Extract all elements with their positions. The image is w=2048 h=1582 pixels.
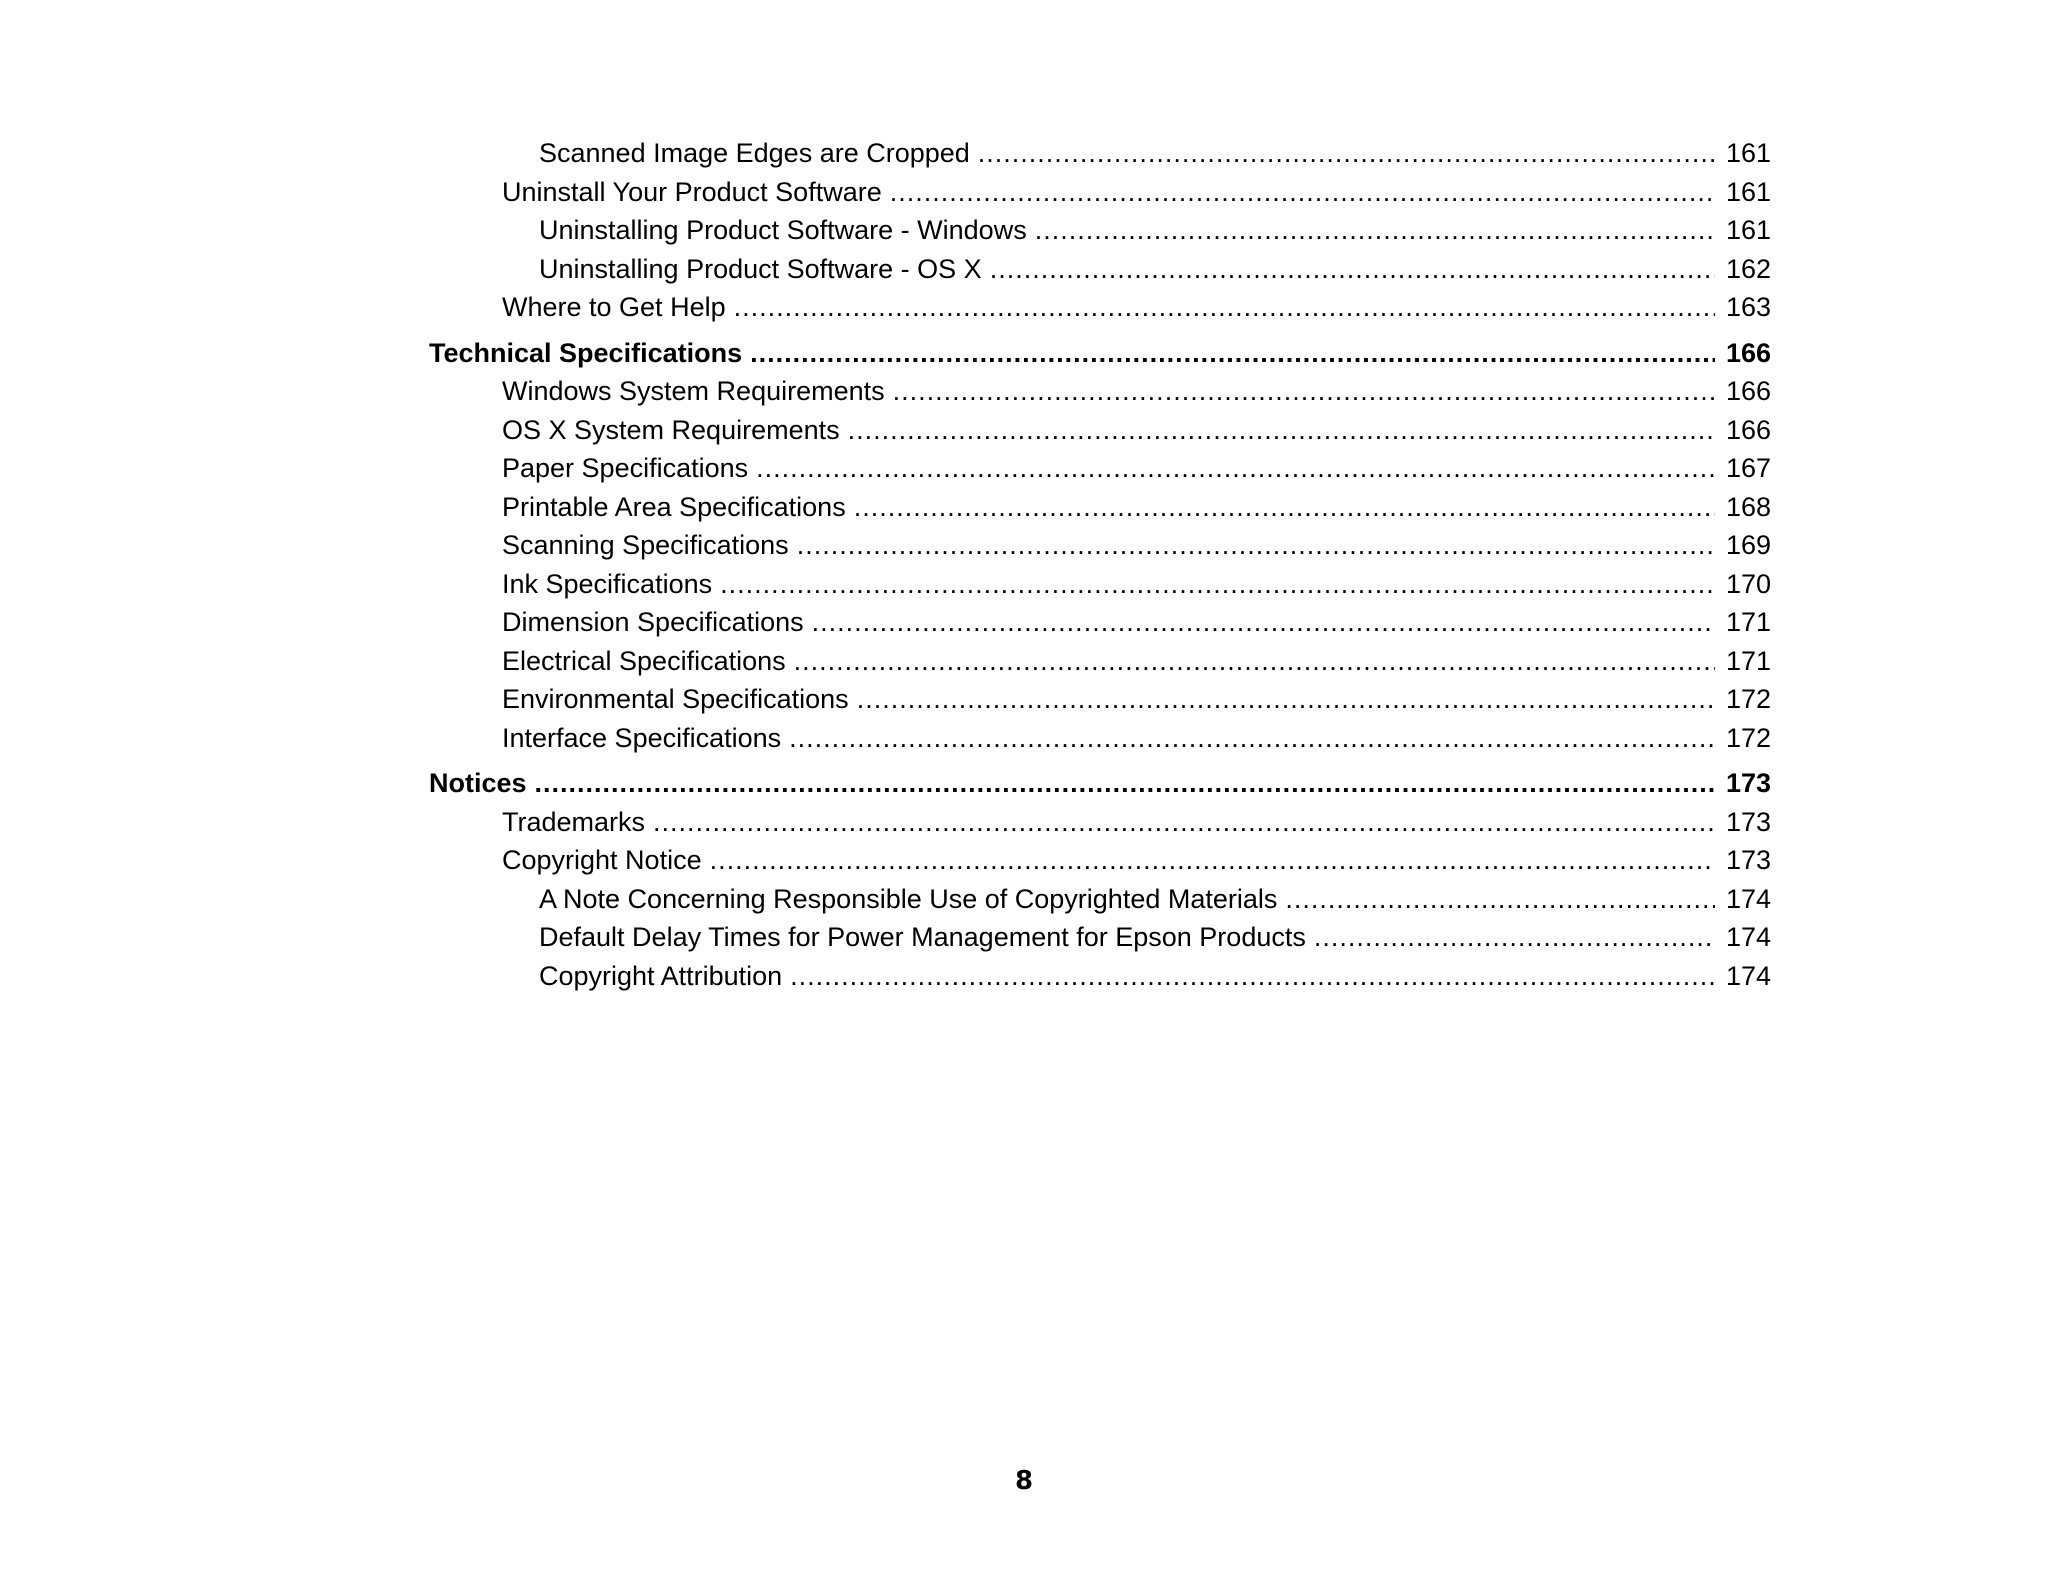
toc-entry-page: 166 xyxy=(1725,376,1771,406)
toc-entry-title: Trademarks xyxy=(502,806,646,837)
toc-entry-title: Copyright Attribution xyxy=(539,960,783,991)
toc-entry-title: Default Delay Times for Power Management for Epson Products xyxy=(539,922,1306,952)
dot-leader xyxy=(750,334,1715,373)
toc-entry-title: Uninstalling Product Software - OS X xyxy=(539,253,982,284)
toc-entry[interactable] xyxy=(0,173,2048,212)
toc-entry-page: 162 xyxy=(1725,253,1771,284)
toc-entry[interactable] xyxy=(0,526,2048,565)
toc-entry-title: OS X System Requirements xyxy=(502,414,840,445)
dot-leader xyxy=(1314,918,1715,957)
toc-entry-page: 171 xyxy=(1725,607,1771,637)
dot-leader xyxy=(1285,880,1715,919)
toc-entry-page: 173 xyxy=(1725,806,1771,837)
toc-entry-title: Uninstalling Product Software - Windows xyxy=(539,215,1027,245)
toc-entry-title: Copyright Notice xyxy=(502,845,702,875)
toc-entry[interactable] xyxy=(0,372,2048,411)
toc-entry-title: Printable Area Specifications xyxy=(502,491,846,522)
dot-leader xyxy=(790,957,1715,996)
toc-entry-title: Scanning Specifications xyxy=(502,530,789,560)
toc-entry-title: Notices xyxy=(429,768,527,798)
toc-entry-title: Ink Specifications xyxy=(502,568,713,599)
toc-entry-page: 172 xyxy=(1725,722,1771,753)
toc-entry-page: 170 xyxy=(1725,568,1771,599)
dot-leader xyxy=(653,803,1715,842)
toc-entry-title: Electrical Specifications xyxy=(502,645,786,676)
toc-entry[interactable] xyxy=(0,211,2048,250)
toc-entry-title: Paper Specifications xyxy=(502,453,749,483)
toc-entry[interactable] xyxy=(0,288,2048,327)
dot-leader xyxy=(756,449,1715,488)
dot-leader xyxy=(890,173,1715,212)
dot-leader xyxy=(854,488,1715,527)
dot-leader xyxy=(893,372,1715,411)
toc-entry-title: Interface Specifications xyxy=(502,722,782,753)
dot-leader xyxy=(734,288,1715,327)
toc-entry[interactable] xyxy=(0,134,2048,173)
dot-leader xyxy=(990,250,1715,289)
toc-entry-page: 163 xyxy=(1725,292,1771,322)
dot-leader xyxy=(535,764,1715,803)
dot-leader xyxy=(848,411,1715,450)
toc-entry[interactable] xyxy=(0,841,2048,880)
toc-entry-page: 166 xyxy=(1725,414,1771,445)
toc-entry-title: Technical Specifications xyxy=(429,337,743,368)
dot-leader xyxy=(789,719,1715,758)
toc-entry-page: 171 xyxy=(1725,645,1771,676)
toc-entry[interactable] xyxy=(0,488,2048,527)
toc-entry[interactable] xyxy=(0,250,2048,289)
dot-leader xyxy=(978,134,1715,173)
toc-entry-page: 174 xyxy=(1725,960,1771,991)
toc-entry[interactable] xyxy=(0,719,2048,758)
toc-entry-page: 169 xyxy=(1725,530,1771,560)
toc-entry[interactable] xyxy=(0,918,2048,957)
toc-entry[interactable] xyxy=(0,603,2048,642)
toc-entry-title: Environmental Specifications xyxy=(502,684,849,714)
toc-entry-page: 173 xyxy=(1725,845,1771,875)
toc-entry-page: 168 xyxy=(1725,491,1771,522)
toc-section-heading[interactable] xyxy=(0,764,2048,803)
toc-entry-title: Where to Get Help xyxy=(502,292,726,322)
dot-leader xyxy=(1035,211,1715,250)
dot-leader xyxy=(857,680,1715,719)
page-number: 8 xyxy=(1014,1466,1034,1496)
toc-entry-title: Windows System Requirements xyxy=(502,376,885,406)
toc-entry-title: Scanned Image Edges are Cropped xyxy=(539,138,970,168)
dot-leader xyxy=(720,565,1715,604)
toc-entry-title: Dimension Specifications xyxy=(502,607,804,637)
dot-leader xyxy=(797,526,1715,565)
table-of-contents xyxy=(0,134,2048,995)
toc-entry[interactable] xyxy=(0,565,2048,604)
toc-entry-page: 161 xyxy=(1725,138,1771,168)
toc-entry-page: 167 xyxy=(1725,453,1771,483)
toc-entry[interactable] xyxy=(0,411,2048,450)
toc-entry-title: Uninstall Your Product Software xyxy=(502,176,882,207)
dot-leader xyxy=(710,841,1715,880)
dot-leader xyxy=(794,642,1715,681)
toc-entry-page: 173 xyxy=(1725,768,1771,798)
toc-entry-page: 174 xyxy=(1725,883,1771,914)
toc-entry-title: A Note Concerning Responsible Use of Copyrighted Materials xyxy=(539,883,1278,914)
toc-entry-page: 161 xyxy=(1725,215,1771,245)
toc-entry[interactable] xyxy=(0,880,2048,919)
toc-entry[interactable] xyxy=(0,642,2048,681)
dot-leader xyxy=(812,603,1715,642)
toc-section-heading[interactable] xyxy=(0,334,2048,373)
toc-entry-page: 174 xyxy=(1725,922,1771,952)
toc-entry[interactable] xyxy=(0,449,2048,488)
toc-entry[interactable] xyxy=(0,803,2048,842)
toc-entry[interactable] xyxy=(0,680,2048,719)
toc-entry-page: 172 xyxy=(1725,684,1771,714)
toc-entry-page: 161 xyxy=(1725,176,1771,207)
toc-entry-page: 166 xyxy=(1725,337,1771,368)
toc-entry[interactable] xyxy=(0,957,2048,996)
